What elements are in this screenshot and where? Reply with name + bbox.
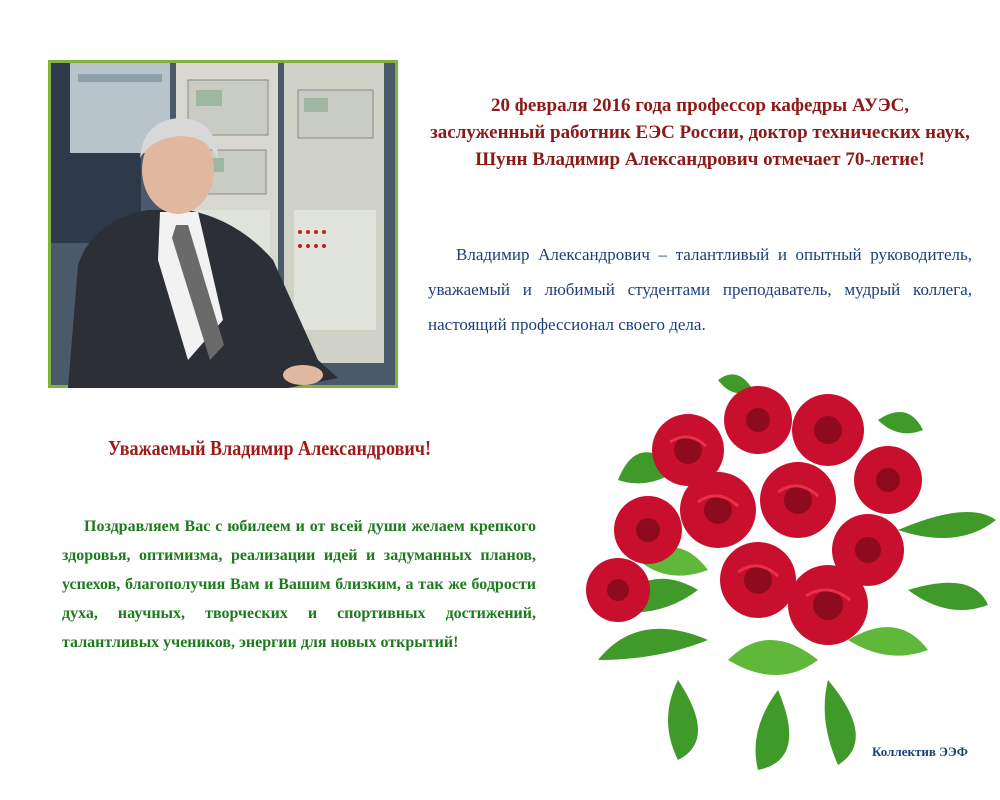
greeting-heading: Уважаемый Владимир Александрович! <box>108 436 431 460</box>
portrait-photo-icon <box>48 60 398 388</box>
rose-bouquet-icon <box>578 360 998 780</box>
anniversary-header <box>420 92 980 173</box>
signature: Коллектив ЭЭФ <box>872 744 968 759</box>
wishes-paragraph: Поздравляем Вас с юбилеем и от всей души желаем крепкого здоровья, оптимизма, реализации идей и задуманных планов, успехов, благополучия Вам и Вашим близким, а так же бодрости духа, научных, творческих и спортивных достижений, талантливых учеников, энергии для новых открытий! <box>62 518 536 651</box>
rose-bouquet-image <box>578 360 998 780</box>
header-line-2: заслуженный работник ЕЭС России, доктор технических наук, <box>430 122 970 143</box>
portrait-photo <box>48 60 398 388</box>
intro-paragraph: Владимир Александрович – талантливый и опытный руководитель, уважаемый и любимый студентами преподаватель, мудрый коллега, настоящий профессионал своего дела. <box>428 245 972 334</box>
header-line-3: Шунн Владимир Александрович отмечает 70-летие! <box>475 149 925 170</box>
header-line-1: 20 февраля 2016 года профессор кафедры АУЭС, <box>490 95 910 116</box>
